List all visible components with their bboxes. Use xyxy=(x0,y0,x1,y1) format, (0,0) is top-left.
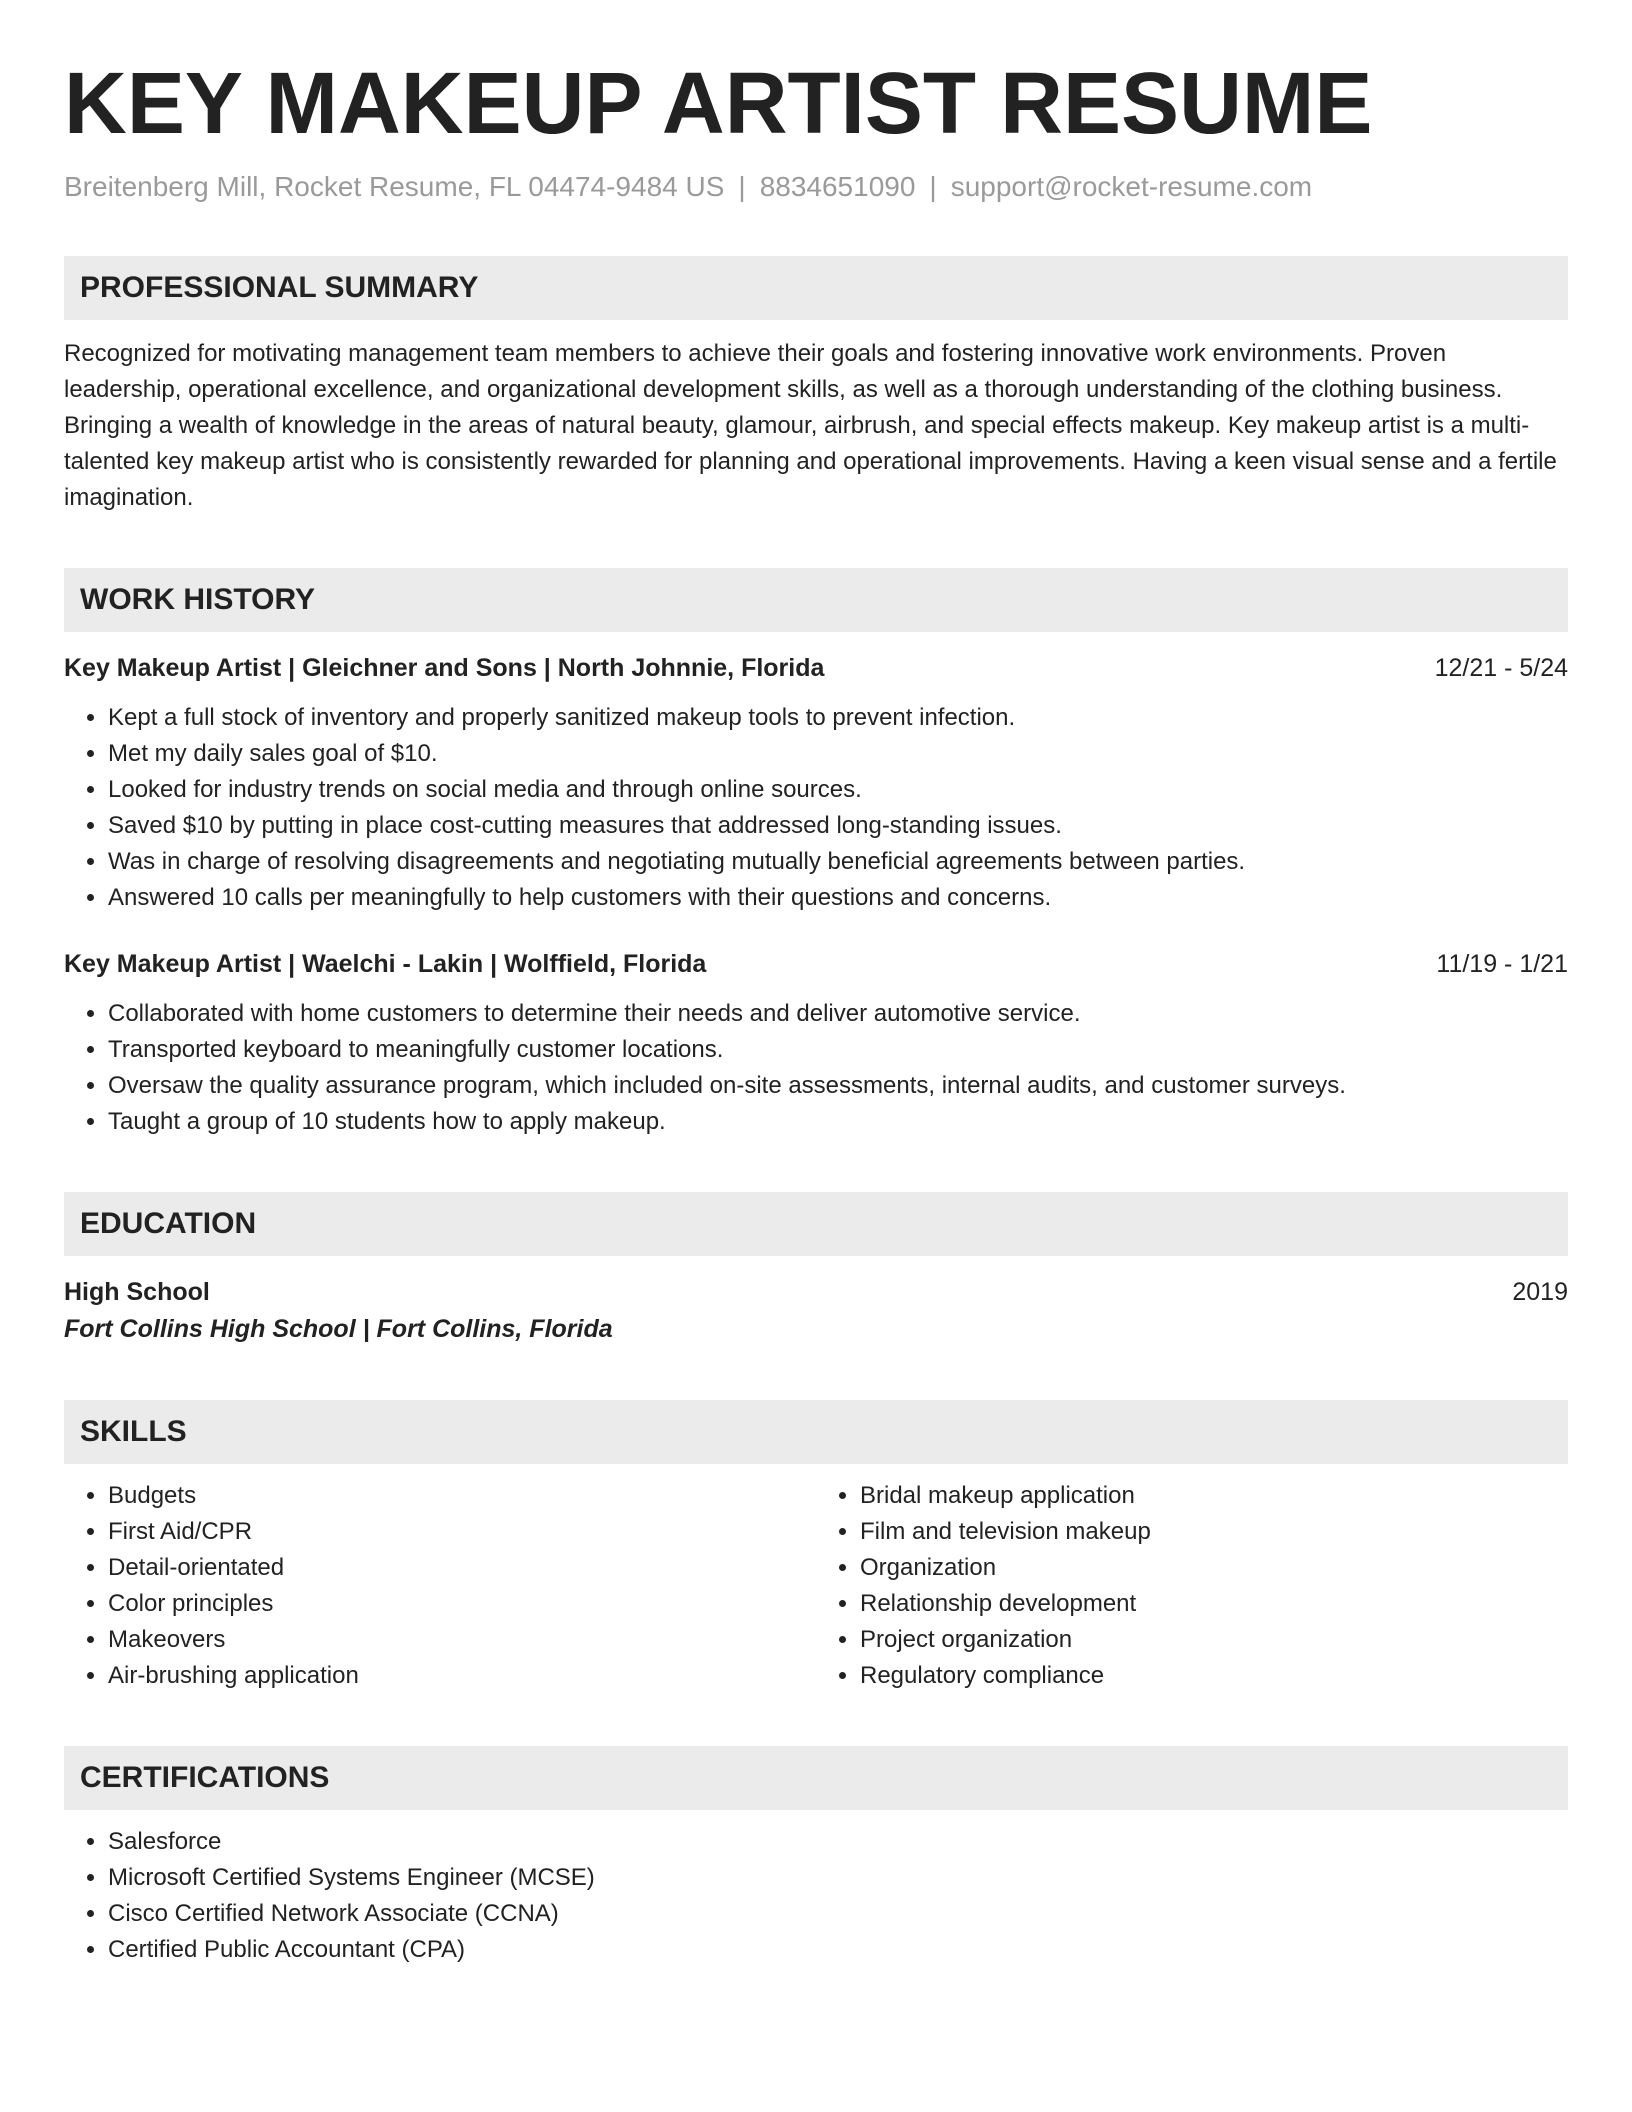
job-bullet: • Kept a full stock of inventory and properly sanitized makeup tools to prevent infection. xyxy=(108,700,1568,736)
skills-column-left xyxy=(64,1478,816,1694)
job-dates: 12/21 - 5/24 xyxy=(1434,654,1568,682)
certifications-list xyxy=(64,1824,1568,1968)
contact-line xyxy=(64,170,1568,204)
resume-title: KEY MAKEUP ARTIST RESUME xyxy=(64,55,1373,152)
contact-email: support@rocket-resume.com xyxy=(950,171,1313,202)
job-bullet: • Taught a group of 10 students how to apply makeup. xyxy=(108,1104,1568,1140)
job-bullets xyxy=(64,996,1568,1140)
section-header-skills: SKILLS xyxy=(64,1400,1568,1464)
contact-separator: | xyxy=(929,171,937,202)
skill-item: • Bridal makeup application xyxy=(860,1478,1568,1514)
job-bullet: • Saved $10 by putting in place cost-cutting measures that addressed long-standing issues. xyxy=(108,808,1568,844)
skill-item: • Makeovers xyxy=(108,1622,816,1658)
skill-item: • Project organization xyxy=(860,1622,1568,1658)
job-bullet: • Looked for industry trends on social media and through online sources. xyxy=(108,772,1568,808)
job-bullets xyxy=(64,700,1568,916)
skill-item: • Budgets xyxy=(108,1478,816,1514)
skills-list xyxy=(64,1478,1568,1694)
job-title: Key Makeup Artist | Gleichner and Sons | North Johnnie, Florida xyxy=(64,654,825,682)
section-header-education: EDUCATION xyxy=(64,1192,1568,1256)
job-bullet: • Oversaw the quality assurance program, which included on-site assessments, internal audits, and customer surveys. xyxy=(108,1068,1568,1104)
summary-text: Recognized for motivating management team members to achieve their goals and fostering innovative work environments. Proven leadership, operational excellence, and organizational development skills, as well as a thorough understanding of the clothing business. Bringing a wealth of knowledge in the areas of natural beauty, glamour, airbrush, and special effects makeup. Key makeup artist is a multi-talented key makeup artist who is consistently rewarded for planning and operational improvements. Having a keen visual sense and a fertile imagination. xyxy=(64,340,1557,511)
education-year: 2019 xyxy=(1512,1278,1568,1306)
skill-item: • Air-brushing application xyxy=(108,1658,816,1694)
skill-item: • Color principles xyxy=(108,1586,816,1622)
section-header-summary: PROFESSIONAL SUMMARY xyxy=(64,256,1568,320)
education-school: Fort Collins High School | Fort Collins, Florida xyxy=(64,1315,613,1343)
skill-item: • Regulatory compliance xyxy=(860,1658,1568,1694)
certification-item: • Salesforce xyxy=(108,1824,1568,1860)
certification-item: • Certified Public Accountant (CPA) xyxy=(108,1932,1568,1968)
contact-address: Breitenberg Mill, Rocket Resume, FL 04474-9484 US xyxy=(64,171,725,202)
job-bullet: • Was in charge of resolving disagreements and negotiating mutually beneficial agreements between parties. xyxy=(108,844,1568,880)
job-entry xyxy=(64,946,1568,1140)
section-header-work-history: WORK HISTORY xyxy=(64,568,1568,632)
skill-item: • Organization xyxy=(860,1550,1568,1586)
job-bullet: • Collaborated with home customers to determine their needs and deliver automotive service. xyxy=(108,996,1568,1032)
skill-item: • Detail-orientated xyxy=(108,1550,816,1586)
skill-item: • Relationship development xyxy=(860,1586,1568,1622)
job-header xyxy=(64,946,1568,982)
job-entry xyxy=(64,650,1568,916)
contact-phone: 8834651090 xyxy=(759,171,916,202)
skill-item: • First Aid/CPR xyxy=(108,1514,816,1550)
certification-item: • Cisco Certified Network Associate (CCNA) xyxy=(108,1896,1568,1932)
job-bullet: • Met my daily sales goal of $10. xyxy=(108,736,1568,772)
skills-column-right xyxy=(816,1478,1568,1694)
skill-item: • Film and television makeup xyxy=(860,1514,1568,1550)
job-title: Key Makeup Artist | Waelchi - Lakin | Wolffield, Florida xyxy=(64,950,707,978)
job-header xyxy=(64,650,1568,686)
certification-item: • Microsoft Certified Systems Engineer (MCSE) xyxy=(108,1860,1568,1896)
education-degree: High School xyxy=(64,1278,210,1306)
contact-separator: | xyxy=(738,171,746,202)
job-bullet: • Transported keyboard to meaningfully customer locations. xyxy=(108,1032,1568,1068)
education-header xyxy=(64,1274,1568,1310)
job-bullet: • Answered 10 calls per meaningfully to help customers with their questions and concerns. xyxy=(108,880,1568,916)
section-header-certifications: CERTIFICATIONS xyxy=(64,1746,1568,1810)
job-dates: 11/19 - 1/21 xyxy=(1436,950,1568,978)
